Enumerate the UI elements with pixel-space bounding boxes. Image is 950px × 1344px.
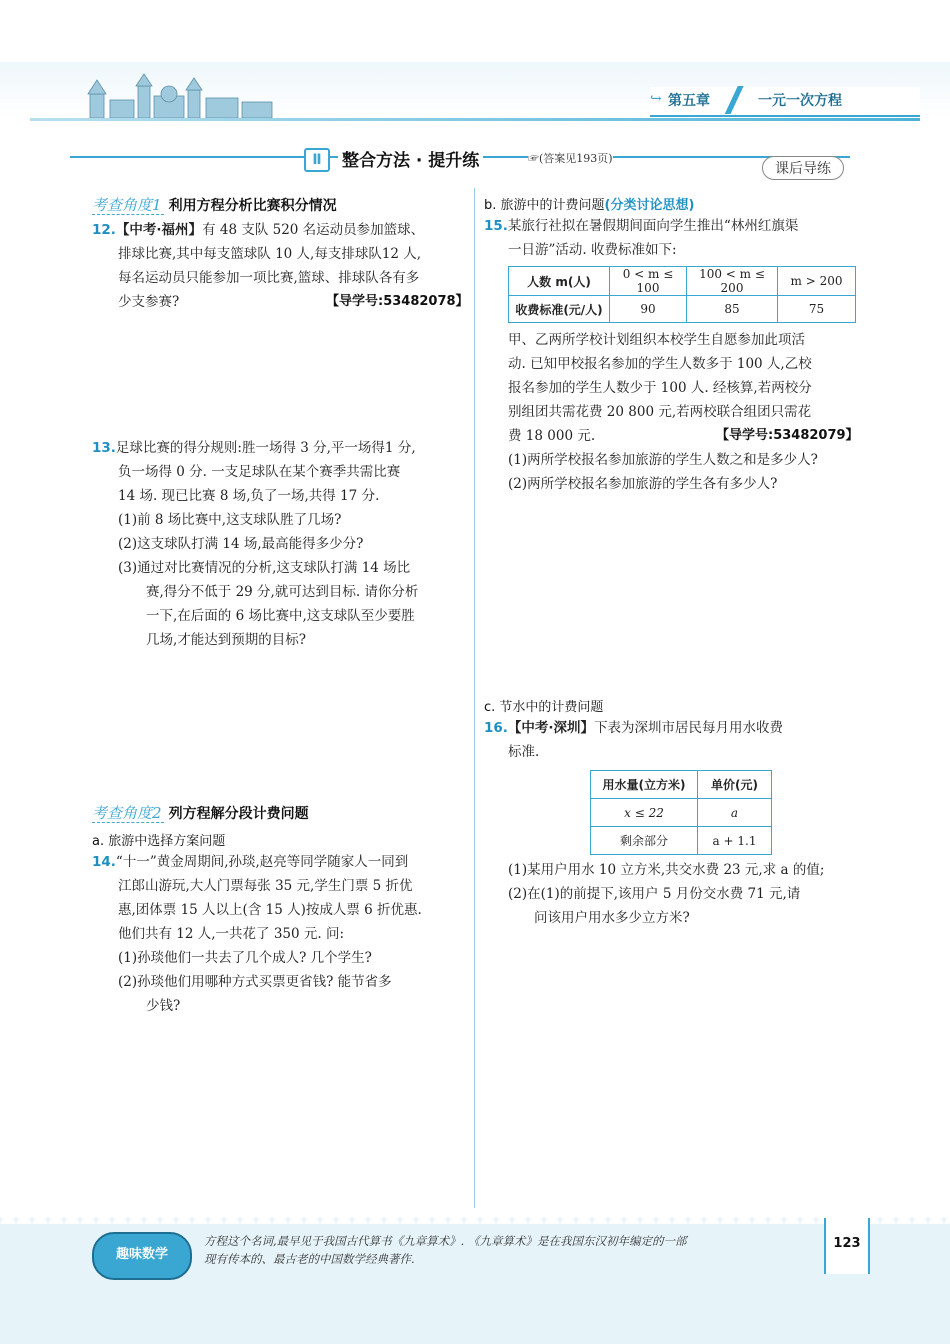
angle1-title: 利用方程分析比赛积分情况 [168,198,337,214]
column-divider [474,188,475,1208]
angle2-title: 列方程解分段计费问题 [168,806,309,822]
answer-reference: ☞(答案见193页) [528,152,613,165]
angle2-heading [92,802,309,823]
subheading-c: c. 节水中的计费问题 [484,700,604,715]
chapter-slash-decoration [720,86,746,114]
section-badge: Ⅱ [304,148,330,172]
table-row: 人数 m(人) 0 < m ≤ 100 100 < m ≤ 200 m > 200 [509,267,856,296]
table-row: 收费标准(元/人) 90 85 75 [509,296,856,323]
castle-illustration [86,72,276,118]
subheading-b: b. 旅游中的计费问题(分类讨论思想) [484,198,695,213]
chapter-title: 一元一次方程 [758,93,842,109]
angle1-heading [92,194,337,215]
table-row: x ≤ 22 a [591,799,772,827]
table-row: 用水量(立方米) 单价(元) [591,771,772,799]
page-number: 123 [833,1236,861,1251]
curved-arrow-icon: ↪ [650,91,662,107]
subheading-a: a. 旅游中选择方案问题 [92,834,226,849]
fun-math-logo-text: 趣味数学 [115,1247,168,1262]
angle2-tag: 考查角度2 [92,804,162,822]
hand-pointer-icon: ☞ [528,152,539,165]
section-title: 整合方法 · 提升练 [338,146,483,171]
table-row: 剩余部分 a + 1.1 [591,827,772,855]
water-table [590,770,772,855]
fee-table [508,266,856,323]
guide-number: 【导学号:53482078】 [326,294,469,309]
guide-number: 【导学号:53482079】 [716,428,859,443]
footer-wave [0,1212,950,1224]
header-rule [30,118,920,121]
side-tag: 课后导练 [762,156,844,180]
angle1-tag: 考查角度1 [92,196,162,214]
chapter-label: 第五章 [668,93,710,109]
footer-note: 方程这个名词,最早见于我国古代算书《九章算术》. 《九章算术》是在我国东汉初年编定的一部 现有传本的、最古老的中国数学经典著作. [204,1234,687,1266]
